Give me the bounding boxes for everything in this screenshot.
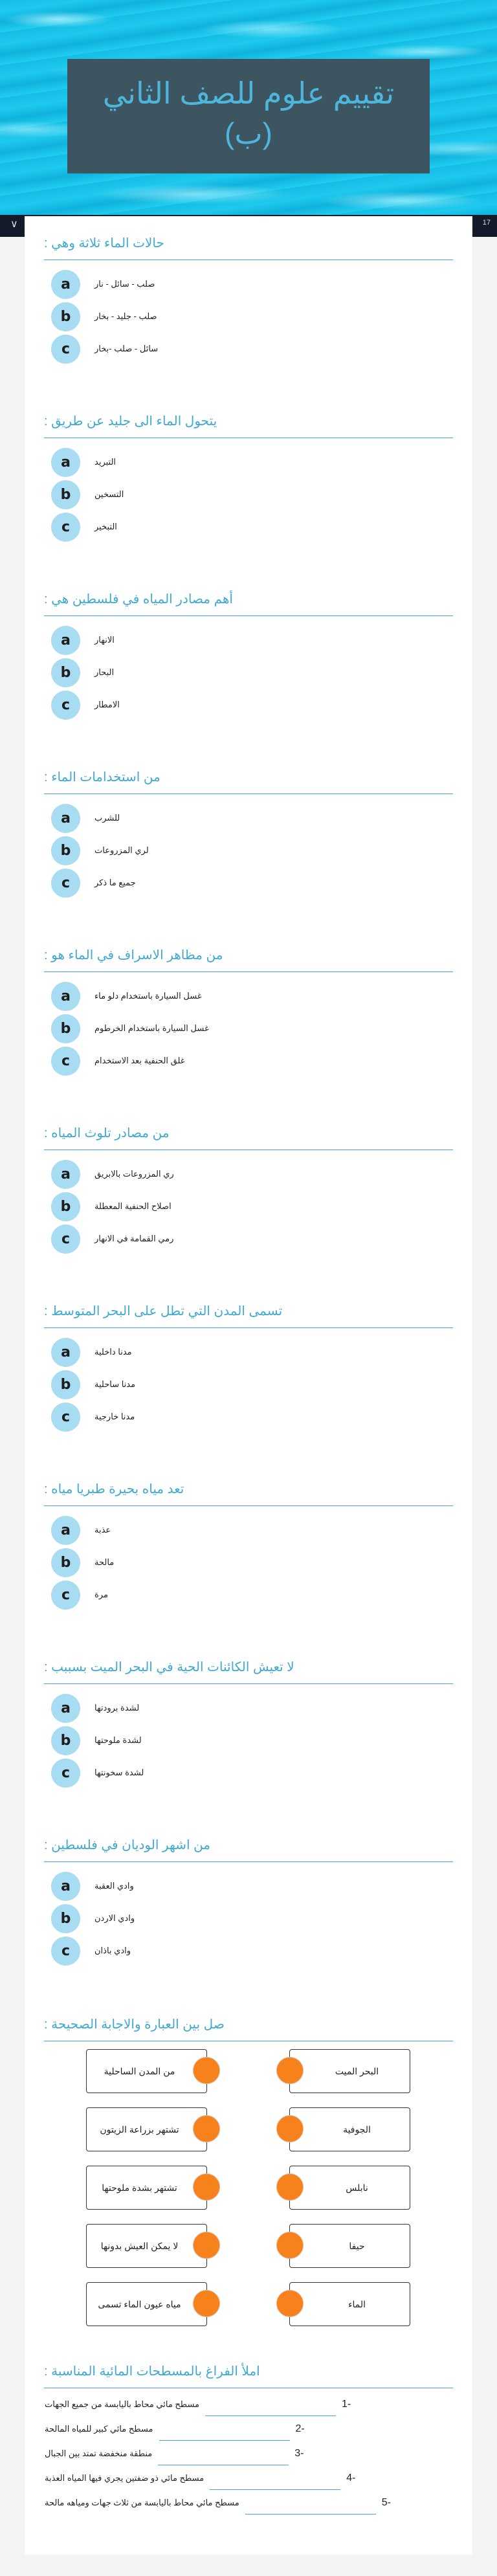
fill-blank-input[interactable] [245,2498,376,2515]
option-text[interactable]: مالحة [94,1557,115,1567]
fill-blank-input[interactable] [205,2400,336,2416]
option-letter-badge[interactable]: b [51,1904,80,1933]
question-title: أهم مصادر المياه في فلسطين هي : [44,592,233,606]
option-letter-badge[interactable]: a [51,1516,80,1545]
option-letter-badge[interactable]: b [51,1014,80,1043]
page-title [67,59,430,173]
fill-blank-input[interactable] [158,2449,289,2465]
option-letter-badge[interactable]: a [51,1338,80,1367]
chevron-down-icon[interactable]: ∨ [10,219,18,230]
question-block [25,946,472,1124]
page-counter: 17 [482,219,491,227]
option-letter-badge[interactable]: a [51,1160,80,1189]
fill-blank-row [45,2417,472,2441]
options [25,1870,472,1967]
question-title: من استخدامات الماء : [44,770,160,784]
matching-row [25,2224,472,2268]
option-a[interactable] [51,268,472,300]
question-block [25,1480,472,1658]
match-statement-box[interactable]: من المدن الساحلية [86,2049,207,2093]
option-c[interactable] [51,1579,472,1611]
option-text[interactable]: لري المزروعات [94,845,149,855]
option-text[interactable]: وادي الاردن [94,1913,135,1923]
match-answer-box[interactable]: البحر الميت [289,2049,410,2093]
option-text[interactable]: لشدة برودتها [94,1703,140,1713]
connector-handle-right[interactable] [276,2290,304,2317]
option-letter-badge[interactable]: a [51,448,80,477]
matching-row [25,2107,472,2151]
connector-handle-right[interactable] [276,2232,304,2259]
option-b[interactable] [51,1012,472,1045]
option-c[interactable] [51,689,472,721]
option-letter-badge[interactable]: b [51,658,80,687]
option-letter-badge[interactable]: b [51,1548,80,1577]
fill-blank-prompt: مسطح مائي محاط باليابسة من ثلاث جهات ومياهه مالحة [45,2498,239,2507]
option-text[interactable]: مدنا ساحلية [94,1379,136,1389]
option-text[interactable]: التبخير [94,522,117,531]
question-title: من مصادر تلوث المياه : [44,1126,170,1140]
option-letter-badge[interactable]: b [51,1192,80,1221]
fill-blank-title: املأ الفراغ بالمسطحات المائية المناسبة : [44,2364,260,2379]
question-block [25,412,472,590]
question-title: تعد مياه بحيرة طبريا مياه : [44,1482,184,1496]
option-c[interactable] [51,1223,472,1255]
option-letter-badge[interactable]: c [51,691,80,720]
question-title: لا تعيش الكائنات الحية في البحر الميت بسببب : [44,1660,294,1674]
divider [44,1683,453,1684]
option-a[interactable] [51,1870,472,1902]
matching-title: صل بين العبارة والاجابة الصحيحة : [44,2017,225,2032]
option-c[interactable] [51,511,472,543]
match-answer-box[interactable]: الجوفية [289,2107,410,2151]
divider [44,1861,453,1862]
option-letter-badge[interactable]: a [51,982,80,1011]
option-letter-badge[interactable]: b [51,302,80,331]
option-a[interactable] [51,1158,472,1190]
option-letter-badge[interactable]: a [51,626,80,655]
option-letter-badge[interactable]: a [51,1872,80,1901]
option-letter-badge[interactable]: a [51,804,80,833]
fill-blank-prompt: مسطح مائي ذو ضفتين يجري فيها المياه العذبة [45,2473,204,2483]
fill-blank-row [45,2441,472,2466]
question-block [25,590,472,768]
option-letter-badge[interactable]: c [51,1403,80,1432]
option-letter-badge[interactable]: b [51,836,80,865]
option-text[interactable]: التسخين [94,489,124,499]
header-banner [0,0,497,216]
option-b[interactable] [51,1368,472,1401]
fill-blank-input[interactable] [210,2474,340,2490]
option-letter-badge[interactable]: c [51,335,80,364]
option-letter-badge[interactable]: c [51,1047,80,1076]
options [25,1158,472,1255]
options [25,1336,472,1433]
matching-row [25,2166,472,2210]
option-b[interactable] [51,1190,472,1223]
option-c[interactable] [51,333,472,365]
option-text[interactable]: البحار [94,667,115,677]
connector-handle-right[interactable] [276,2057,304,2084]
option-text[interactable]: الانهار [94,635,115,645]
question-block [25,1836,472,2014]
option-text[interactable]: اصلاح الحنفية المعطلة [94,1201,171,1211]
item-number: 1- [342,2399,351,2410]
option-letter-badge[interactable]: c [51,1937,80,1966]
match-statement-box[interactable]: تشتهر بشدة ملوحتها [86,2166,207,2210]
connector-handle-left[interactable] [193,2290,220,2317]
question-list [25,234,472,2014]
question-block [25,768,472,946]
option-c[interactable] [51,1401,472,1433]
fill-blank-prompt: مسطح مائي محاط باليابسة من جميع الجهات [45,2399,200,2409]
options [25,268,472,365]
options [25,446,472,543]
option-c[interactable] [51,867,472,899]
match-statement-box[interactable]: لا يمكن العيش بدونها [86,2224,207,2268]
option-text[interactable]: صلب - جليد - بخار [94,311,157,321]
option-text[interactable]: رمي القمامة في الانهار [94,1234,174,1243]
option-a[interactable] [51,1692,472,1724]
question-title: من مظاهر الاسراف في الماء هو : [44,948,223,962]
divider [44,1149,453,1150]
option-text[interactable]: الامطار [94,700,120,709]
options [25,802,472,899]
option-a[interactable] [51,980,472,1012]
connector-handle-left[interactable] [193,2232,220,2259]
page-title-line-2: (ب) [225,117,272,150]
option-c[interactable] [51,1045,472,1077]
option-b[interactable] [51,1902,472,1935]
divider [44,1327,453,1328]
option-text[interactable]: مدنا داخلية [94,1347,132,1357]
option-a[interactable] [51,624,472,656]
match-answer-box[interactable]: نابلس [289,2166,410,2210]
question-block [25,1302,472,1480]
question-title: حالات الماء ثلاثة وهي : [44,236,164,250]
match-answer-box[interactable]: الماء [289,2282,410,2326]
question-title: يتحول الماء الى جليد عن طريق : [44,414,217,428]
option-text[interactable]: غسل السيارة باستخدام دلو ماء [94,991,202,1001]
match-answer-box[interactable]: حيفا [289,2224,410,2268]
option-c[interactable] [51,1935,472,1967]
divider [44,1505,453,1506]
page-title-line-1: تقييم علوم للصف الثاني [102,76,395,110]
option-b[interactable] [51,1724,472,1757]
option-b[interactable] [51,834,472,867]
question-block [25,1658,472,1836]
option-letter-badge[interactable]: c [51,869,80,898]
fill-blank-section [25,2362,472,2515]
option-text[interactable]: لشدة ملوحتها [94,1735,142,1745]
matching-row [25,2049,472,2093]
item-number: 3- [294,2448,304,2459]
worksheet-card [25,216,472,2555]
option-text[interactable]: صلب - سائل - نار [94,279,155,289]
item-number: 5- [381,2497,391,2508]
fill-blank-rows [25,2392,472,2515]
option-text[interactable]: التبريد [94,457,116,467]
match-statement-box[interactable]: مياه عيون الماء تسمى [86,2282,207,2326]
connector-handle-left[interactable] [193,2173,220,2201]
fill-blank-row [45,2392,472,2417]
option-a[interactable] [51,1514,472,1546]
option-letter-badge[interactable]: a [51,270,80,299]
option-text[interactable]: ري المزروعات بالابريق [94,1169,174,1179]
fill-blank-row [45,2491,472,2515]
option-text[interactable]: عذبة [94,1525,111,1535]
option-b[interactable] [51,300,472,333]
option-text[interactable]: وادي باذان [94,1946,131,1955]
option-a[interactable] [51,446,472,478]
option-letter-badge[interactable]: c [51,513,80,542]
option-text[interactable]: سائل - صلب -بخار [94,344,159,353]
option-b[interactable] [51,1546,472,1579]
option-letter-badge[interactable]: b [51,480,80,509]
connector-handle-right[interactable] [276,2115,304,2142]
option-b[interactable] [51,656,472,689]
fill-blank-input[interactable] [159,2425,290,2441]
option-letter-badge[interactable]: b [51,1726,80,1755]
fill-blank-row [45,2466,472,2491]
option-text[interactable]: مرة [94,1590,108,1599]
option-letter-badge[interactable]: c [51,1225,80,1254]
options [25,980,472,1077]
option-text[interactable]: للشرب [94,813,120,823]
match-statement-box[interactable]: تشتهر بزراعة الزيتون [86,2107,207,2151]
item-number: 4- [346,2472,356,2483]
connector-handle-right[interactable] [276,2173,304,2201]
question-block [25,234,472,412]
connector-handle-left[interactable] [193,2057,220,2084]
question-title: تسمى المدن التي تطل على البحر المتوسط : [44,1304,283,1318]
option-text[interactable]: وادي العقبة [94,1881,134,1891]
option-a[interactable] [51,802,472,834]
matching-rows [25,2049,472,2326]
option-b[interactable] [51,478,472,511]
option-letter-badge[interactable]: c [51,1581,80,1610]
options [25,1514,472,1611]
matching-section [25,2015,472,2326]
option-text[interactable]: لشدة سخونتها [94,1768,144,1777]
option-letter-badge[interactable]: b [51,1370,80,1399]
option-letter-badge[interactable]: a [51,1694,80,1723]
option-letter-badge[interactable]: c [51,1759,80,1788]
fill-blank-prompt: مسطح مائي كبير للمياه المالحة [45,2424,153,2434]
option-a[interactable] [51,1336,472,1368]
option-text[interactable]: غلق الحنفية بعد الاستخدام [94,1056,185,1065]
option-text[interactable]: غسل السيارة باستخدام الخرطوم [94,1023,209,1033]
fill-blank-prompt: منطقة منخفضة تمتد بين الجبال [45,2448,153,2458]
option-text[interactable]: جميع ما ذكر [94,878,136,887]
option-text[interactable]: مدنا خارجية [94,1412,135,1421]
question-title: من اشهر الوديان في فلسطين : [44,1838,211,1852]
matching-row [25,2282,472,2326]
options [25,1692,472,1789]
option-c[interactable] [51,1757,472,1789]
item-number: 2- [295,2423,305,2434]
connector-handle-left[interactable] [193,2115,220,2142]
options [25,624,472,721]
question-block [25,1124,472,1302]
